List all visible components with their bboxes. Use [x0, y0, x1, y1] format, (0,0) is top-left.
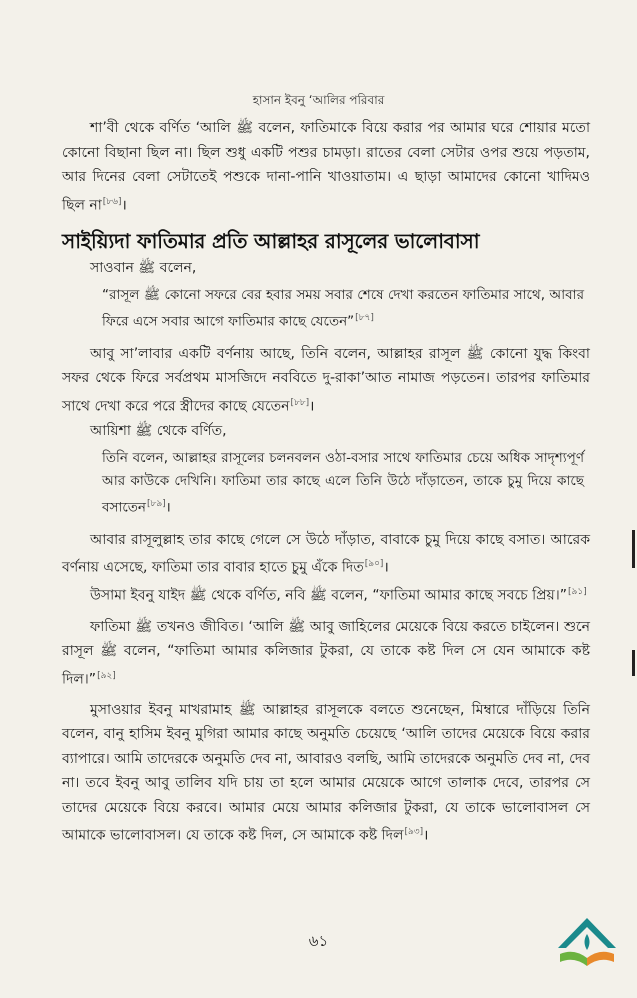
paragraph-7 [62, 615, 590, 692]
paragraph-8: মুসাওয়ার ইবনু মাখরামাহ ﷺ আল্লাহর রাসূলকে বলতে শুনেছেন, মিম্বারে দাঁড়িয়ে তিনি বলেন, বানু হাসিম ইবনু মুগিরা আমার কাছে অনুমতি চেয়েছে ‘আলি তাদের মেয়েকে বিয়ে করার ব্যাপারে। আমি তাদেরকে অনুমতি দেব না, আবারও বলছি, আমি তাদেরকে অনুমতি দেব না, দেব না। তবে ইবনু আবু তালিব যদি চায় তা হলে আমার মেয়েকে আগে তালাক দেবে, তারপর সে তাদের মেয়েকে বিয়ে করবে। আমার মেয়ে আমার কলিজার টুকরা, যে তাকে ভালোবাসল সে আমাকে ভালোবাসল। যে তাকে কষ্ট দিল, সে আমাকে কষ্ট দিল[৯৩]। [62, 701, 590, 844]
paragraph-5-text: আবার রাসূলুল্লাহ তার কাছে গেলে সে উঠে দাঁড়াত, বাবাকে চুমু দিয়ে কাছে বসাত। আরেক বর্ণনায় এসেছে, ফাতিমা তার বাবার হাতে চুমু এঁকে দিত [62, 531, 590, 576]
quote-2: তিনি বলেন, আল্লাহর রাসূলের চলনবলন ওঠা-বসার সাথে ফাতিমার চেয়ে অধিক সাদৃশ্যপূর্ণ আর কাউকে দেখিনি। ফাতিমা তার কাছে এলে তিনি উঠে দাঁড়াতেন, তাকে চুমু দিয়ে কাছে বসাতেন[৮৯]। [102, 450, 584, 516]
paragraph-4: আয়িশা ﷺ থেকে বর্ণিত, [90, 422, 227, 439]
quote-1-text: “রাসূল ﷺ কোনো সফরে বের হবার সময় সবার শেষে দেখা করতেন ফাতিমার সাথে, আবার ফিরে এসে সবার আগে ফাতিমার কাছে যেতেন” [102, 287, 584, 330]
logo-flame-icon [585, 934, 590, 950]
footnote-ref: [৯৩] [404, 827, 424, 838]
quote-1 [62, 284, 590, 334]
footnote-ref: [৮৭] [355, 313, 374, 324]
footnote-ref: [৯০] [364, 559, 384, 570]
footnote-ref: [৯২] [97, 670, 116, 681]
logo-book-left-icon [560, 952, 587, 966]
paragraph-2: সাওবান ﷺ বলেন, [90, 259, 197, 276]
logo-book-right-icon [587, 952, 614, 966]
section-heading: সাইয়্যিদা ফাতিমার প্রতি আল্লাহর রাসূলের ভালোবাসা [62, 228, 480, 253]
footnote-ref: [৮৮] [290, 397, 310, 408]
paragraph-1-text: শা’বী থেকে বর্ণিত ‘আলি ﷺ বলেন, ফাতিমাকে বিয়ে করার পর আমার ঘরে শোয়ার মতো কোনো বিছানা ছিল না। ছিল শুধু একটি পশুর চামড়া। রাতের বেলা সেটার ওপর শুয়ে পড়তাম, আর দিনের বেলা সেটাতেই পশুকে দানা-পানি খাওয়াতাম। এ ছাড়া আমাদের কোনো খাদিমও ছিল না [62, 120, 591, 214]
paragraph-7-text: ফাতিমা ﷺ তখনও জীবিত। ‘আলি ﷺ আবু জাহিলের মেয়েকে বিয়ে করতে চাইলেন। শুনে রাসূল ﷺ বলেন, “ফাতিমা আমার কলিজার টুকরা, যে তাকে কষ্ট দিল সে যেন আমাকে কষ্ট দিল।” [62, 618, 590, 688]
paragraph-3: আবু সা’লাবার একটি বর্ণনায় আছে, তিনি বলেন, আল্লাহর রাসূল ﷺ কোনো যুদ্ধ কিংবা সফর থেকে ফিরে সর্বপ্রথম মাসজিদে নববিতে দু-রাকা’আত নামাজ পড়তেন। তারপর ফাতিমার সাথে দেখা করে পরে স্ত্রীদের কাছে যেতেন[৮৮]। [62, 345, 590, 415]
page-edge-mark [632, 530, 635, 568]
paragraph-1: শা’বী থেকে বর্ণিত ‘আলি ﷺ বলেন, ফাতিমাকে বিয়ে করার পর আমার ঘরে শোয়ার মতো কোনো বিছানা ছিল না। ছিল শুধু একটি পশুর চামড়া। রাতের বেলা সেটার ওপর শুয়ে পড়তাম, আর দিনের বেলা সেটাতেই পশুকে দানা-পানি খাওয়াতাম। এ ছাড়া আমাদের কোনো খাদিমও ছিল না[৮৬]। [62, 120, 591, 214]
paragraph-6 [62, 580, 590, 608]
paragraph-8-text: মুসাওয়ার ইবনু মাখরামাহ ﷺ আল্লাহর রাসূলকে বলতে শুনেছেন, মিম্বারে দাঁড়িয়ে তিনি বলেন, বানু হাসিম ইবনু মুগিরা আমার কাছে অনুমতি চেয়েছে ‘আলি তাদের মেয়েকে বিয়ে করার ব্যাপারে। আমি তাদেরকে অনুমতি দেব না, আবারও বলছি, আমি তাদেরকে অনুমতি দেব না, দেব না। তবে ইবনু আবু তালিব যদি চায় তা হলে আমার মেয়েকে আগে তালাক দেবে, তারপর সে তাদের মেয়েকে বিয়ে করবে। আমার মেয়ে আমার কলিজার টুকরা, যে তাকে ভালোবাসল সে আমাকে ভালোবাসল। যে তাকে কষ্ট দিল, সে আমাকে কষ্ট দিল [62, 701, 590, 844]
quote-2-text: তিনি বলেন, আল্লাহর রাসূলের চলনবলন ওঠা-বসার সাথে ফাতিমার চেয়ে অধিক সাদৃশ্যপূর্ণ আর কাউকে দেখিনি। ফাতিমা তার কাছে এলে তিনি উঠে দাঁড়াতেন, তাকে চুমু দিয়ে কাছে বসাতেন [102, 450, 584, 516]
running-header: হাসান ইবনু ‘আলির পরিবার [252, 93, 385, 107]
paragraph-3-text: আবু সা’লাবার একটি বর্ণনায় আছে, তিনি বলেন, আল্লাহর রাসূল ﷺ কোনো যুদ্ধ কিংবা সফর থেকে ফিরে সর্বপ্রথম মাসজিদে নববিতে দু-রাকা’আত নামাজ পড়তেন। তারপর ফাতিমার সাথে দেখা করে পরে স্ত্রীদের কাছে যেতেন [62, 345, 590, 415]
paragraph-5: আবার রাসূলুল্লাহ তার কাছে গেলে সে উঠে দাঁড়াত, বাবাকে চুমু দিয়ে কাছে বসাত। আরেক বর্ণনায় এসেছে, ফাতিমা তার বাবার হাতে চুমু এঁকে দিত[৯০]। [62, 531, 590, 576]
footnote-ref: [৮৯] [146, 499, 166, 510]
page-number: ৬১ [308, 932, 329, 950]
footnote-ref: [৮৬] [102, 196, 122, 207]
page-content [62, 116, 590, 848]
paragraph-6-text: উসামা ইবনু যাইদ ﷺ থেকে বর্ণিত, নবি ﷺ বলেন, “ফাতিমা আমার কাছে সবচে প্রিয়।” [90, 588, 568, 605]
page-edge-mark [632, 650, 635, 676]
footnote-ref: [৯১] [568, 587, 587, 598]
publisher-logo-icon [552, 914, 622, 974]
